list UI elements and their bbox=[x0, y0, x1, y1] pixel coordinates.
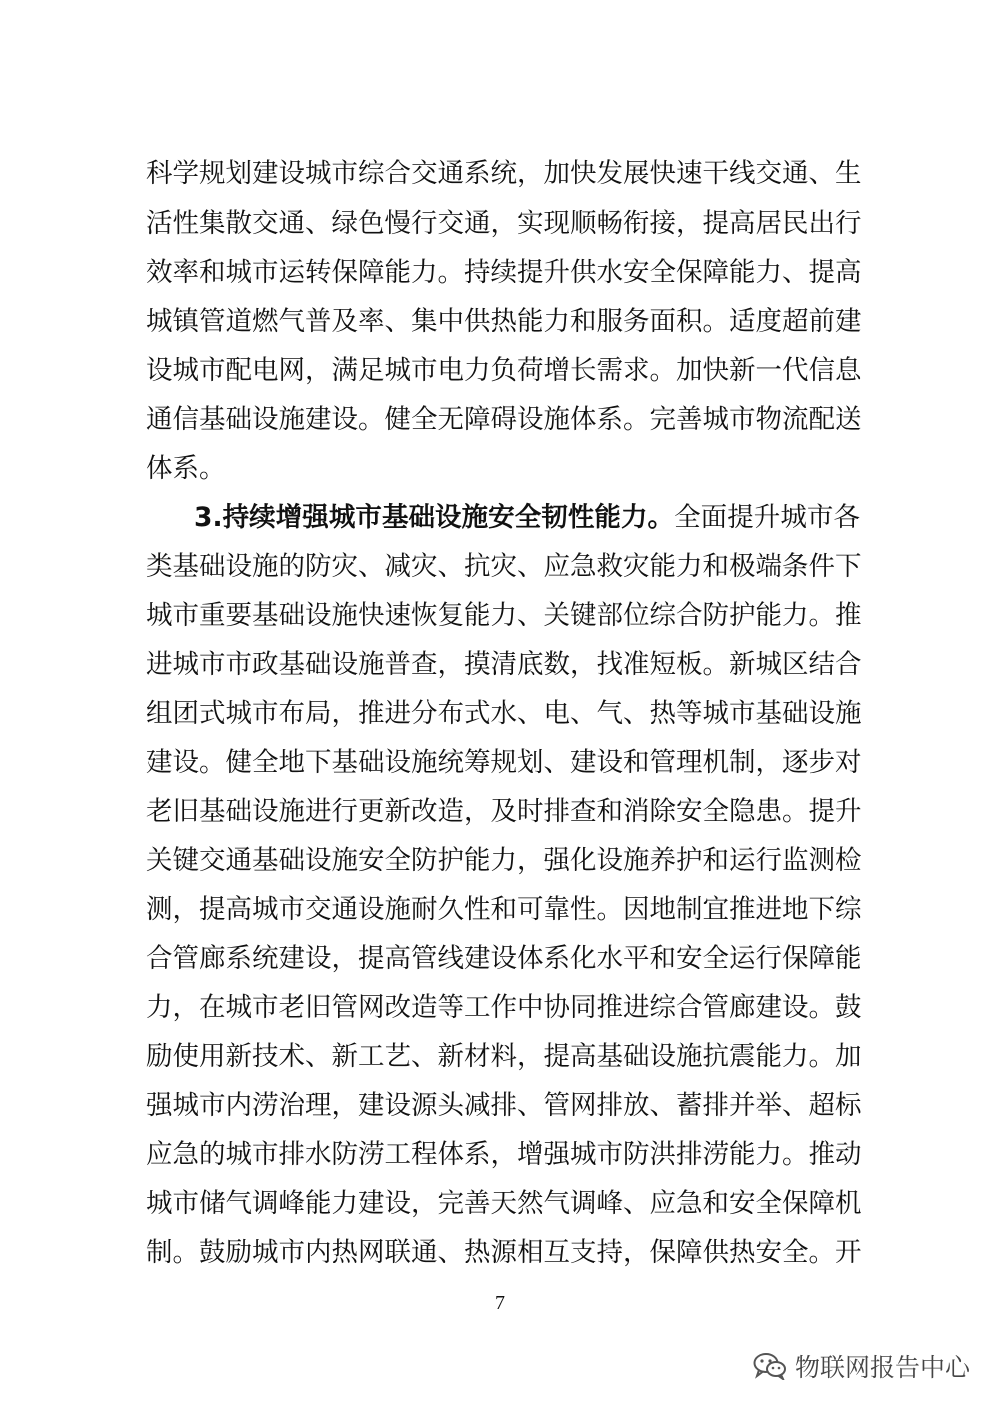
paragraph-line: 体系。 bbox=[146, 453, 226, 484]
paragraph-line: 制。鼓励城市内热网联通、热源相互支持，保障供热安全。开 bbox=[146, 1237, 862, 1268]
paragraph-line: 设城市配电网，满足城市电力负荷增长需求。加快新一代信息 bbox=[146, 355, 862, 386]
paragraph-line: 活性集散交通、绿色慢行交通，实现顺畅衔接，提高居民出行 bbox=[146, 208, 862, 239]
paragraph-line: 城市重要基础设施快速恢复能力、关键部位综合防护能力。推 bbox=[146, 600, 862, 631]
paragraph-line: 测，提高城市交通设施耐久性和可靠性。因地制宜推进地下综 bbox=[146, 894, 862, 925]
paragraph-line: 城市储气调峰能力建设，完善天然气调峰、应急和安全保障机 bbox=[146, 1188, 862, 1219]
section-heading: 3.持续增强城市基础设施安全韧性能力。 bbox=[194, 502, 675, 533]
paragraph-line: 类基础设施的防灾、减灾、抗灾、应急救灾能力和极端条件下 bbox=[146, 551, 862, 582]
paragraph-line: 城镇管道燃气普及率、集中供热能力和服务面积。适度超前建 bbox=[146, 306, 862, 337]
section-first-line-rest: 全面提升城市各 bbox=[674, 502, 860, 533]
paragraph-line: 应急的城市排水防涝工程体系，增强城市防洪排涝能力。推动 bbox=[146, 1139, 862, 1170]
wechat-icon bbox=[753, 1352, 787, 1380]
page-number: 7 bbox=[495, 1292, 505, 1314]
paragraph-line: 老旧基础设施进行更新改造，及时排查和消除安全隐患。提升 bbox=[146, 796, 862, 827]
paragraph-line: 通信基础设施建设。健全无障碍设施体系。完善城市物流配送 bbox=[146, 404, 862, 435]
paragraph-line: 效率和城市运转保障能力。持续提升供水安全保障能力、提高 bbox=[146, 257, 862, 288]
paragraph-line: 关键交通基础设施安全防护能力，强化设施养护和运行监测检 bbox=[146, 845, 862, 876]
paragraph-line: 力，在城市老旧管网改造等工作中协同推进综合管廊建设。鼓 bbox=[146, 992, 862, 1023]
paragraph-line: 组团式城市布局，推进分布式水、电、气、热等城市基础设施 bbox=[146, 698, 862, 729]
paragraph-line: 合管廊系统建设，提高管线建设体系化水平和安全运行保障能 bbox=[146, 943, 862, 974]
paragraph-line: 科学规划建设城市综合交通系统，加快发展快速干线交通、生 bbox=[146, 158, 862, 189]
paragraph-line: 建设。健全地下基础设施统筹规划、建设和管理机制，逐步对 bbox=[146, 747, 862, 778]
section-first-line bbox=[194, 494, 860, 542]
watermark bbox=[753, 1346, 970, 1386]
paragraph-line: 进城市市政基础设施普查，摸清底数，找准短板。新城区结合 bbox=[146, 649, 862, 680]
paragraph-line: 励使用新技术、新工艺、新材料，提高基础设施抗震能力。加 bbox=[146, 1041, 862, 1072]
paragraph-line: 强城市内涝治理，建设源头减排、管网排放、蓄排并举、超标 bbox=[146, 1090, 862, 1121]
watermark-text: 物联网报告中心 bbox=[794, 1353, 970, 1382]
